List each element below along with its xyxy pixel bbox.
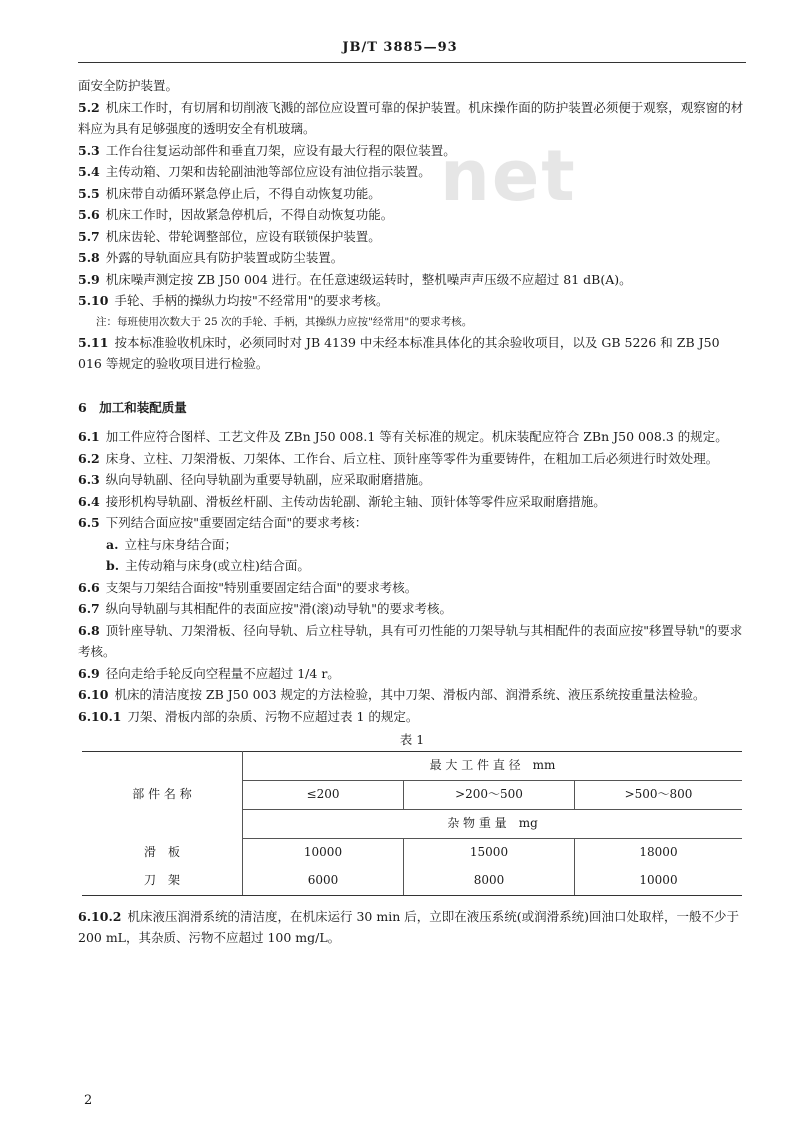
range-header: >200～500 <box>404 780 575 809</box>
clause-5-5: 5.5 机床带自动循环紧急停止后，不得自动恢复功能。 <box>78 185 381 201</box>
page-header: JB/T 3885—93 <box>342 40 458 55</box>
watermark: net <box>440 135 577 217</box>
clause-5-1-cont: 面安全防护装置。 <box>78 78 179 93</box>
sub-header: 杂 物 重 量 mg <box>243 809 743 838</box>
table-cell: 10000 <box>243 838 404 867</box>
clause-5-11: 5.11 按本标准验收机床时，必须同时对 JB 4139 中未经本标准具体化的其余验收项目，以及 GB 5226 和 ZB J50 016 等规定的验收项目进行检验。 <box>78 334 720 371</box>
group-header: 最 大 工 件 直 径 mm <box>243 751 743 780</box>
clause-6-10-1: 6.10.1 刀架、滑板内部的杂质、污物不应超过表 1 的规定。 <box>78 708 419 724</box>
page-number: 2 <box>84 1093 93 1108</box>
header-rule <box>78 62 746 63</box>
clause-6-8: 6.8 顶针座导轨、刀架滑板、径向导轨、后立柱导轨，具有可刃性能的刀架导轨与其相配件的表面应按"移置导轨"的要求考核。 <box>78 622 743 659</box>
clause-5-3: 5.3 工作台往复运动部件和垂直刀架，应设有最大行程的限位装置。 <box>78 142 456 158</box>
clause-6-10-2: 6.10.2 机床液压润滑系统的清洁度，在机床运行 30 min 后，立即在液压系统(或润滑系统)回油口处取样，一般不少于 200 mL，其杂质、污物不应超过 100 mg/L。 <box>78 908 739 945</box>
table-cell: 18000 <box>639 844 678 859</box>
col-header-part-name: 部 件 名 称 <box>82 751 243 838</box>
impurity-table <box>82 751 742 896</box>
table-cell: 8000 <box>404 867 575 896</box>
clause-6-4: 6.4 接形机构导轨副、滑板丝杆副、主传动齿轮副、渐轮主轴、顶针体等零件应采取耐磨措施。 <box>78 493 606 509</box>
table-cell: 6000 <box>243 867 404 896</box>
section-6-title: 6 加工和装配质量 <box>78 399 187 415</box>
clause-6-7: 6.7 纵向导轨副与其相配件的表面应按"滑(滚)动导轨"的要求考核。 <box>78 601 453 616</box>
table-row-name: 刀 架 <box>82 867 243 896</box>
clause-6-3: 6.3 纵向导轨副、径向导轨副为重要导轨副，应采取耐磨措施。 <box>78 472 431 487</box>
clause-6-10: 6.10 机床的清洁度按 ZB J50 003 规定的方法检验，其中刀架、滑板内部、润滑系统、液压系统按重量法检验。 <box>78 687 706 702</box>
document-body <box>78 75 746 949</box>
clause-5-2: 5.2 机床工作时，有切屑和切削液飞溅的部位应设置可靠的保护装置。机床操作面的防护装置必须便于观察，观察窗的材料应为具有足够强度的透明安全有机玻璃。 <box>78 99 744 136</box>
clause-5-9: 5.9 机床噪声测定按 ZB J50 004 进行。在任意速级运转时，整机噪声声压级不应超过 81 dB(A)。 <box>78 271 632 287</box>
clause-5-10: 5.10 手轮、手柄的操纵力均按"不经常用"的要求考核。 <box>78 293 389 308</box>
clause-6-6: 6.6 支架与刀架结合面按"特别重要固定结合面"的要求考核。 <box>78 579 418 595</box>
clause-5-4: 5.4 主传动箱、刀架和齿轮副油池等部位应设有油位指示装置。 <box>78 164 431 179</box>
table-cell: 10000 <box>575 867 743 896</box>
note: 注：每班使用次数大于 25 次的手轮、手柄，其操纵力应按"经常用"的要求考核。 <box>96 315 473 328</box>
clause-5-6: 5.6 机床工作时，因故紧急停机后，不得自动恢复功能。 <box>78 207 394 222</box>
clause-6-1: 6.1 加工件应符合图样、工艺文件及 ZBn J50 008.1 等有关标准的规定。机床装配应符合 ZBn J50 008.3 的规定。 <box>78 429 728 444</box>
clause-6-9: 6.9 径向走给手轮反向空程量不应超过 1/4 r。 <box>78 665 340 681</box>
clause-5-8: 5.8 外露的导轨面应具有防护装置或防尘装置。 <box>78 250 344 265</box>
table-row-name: 滑 板 <box>82 838 243 867</box>
table-title: 表 1 <box>399 732 425 747</box>
clause-5-7: 5.7 机床齿轮、带轮调整部位，应设有联锁保护装置。 <box>78 228 381 244</box>
range-header: ≤200 <box>243 780 404 809</box>
clause-6-5: 6.5 下列结合面应按"重要固定结合面"的要求考核： <box>78 515 368 530</box>
sub-item-b: b. 主传动箱与床身(或立柱)结合面。 <box>106 558 310 573</box>
sub-item-a: a. 立柱与床身结合面； <box>106 536 237 552</box>
range-header: >500～800 <box>575 780 743 809</box>
table-cell: 15000 <box>404 838 575 867</box>
clause-6-2: 6.2 床身、立柱、刀架滑板、刀架体、工作台、后立柱、顶针座等零件为重要铸件，在粗加工后必须进行时效处理。 <box>78 450 719 466</box>
